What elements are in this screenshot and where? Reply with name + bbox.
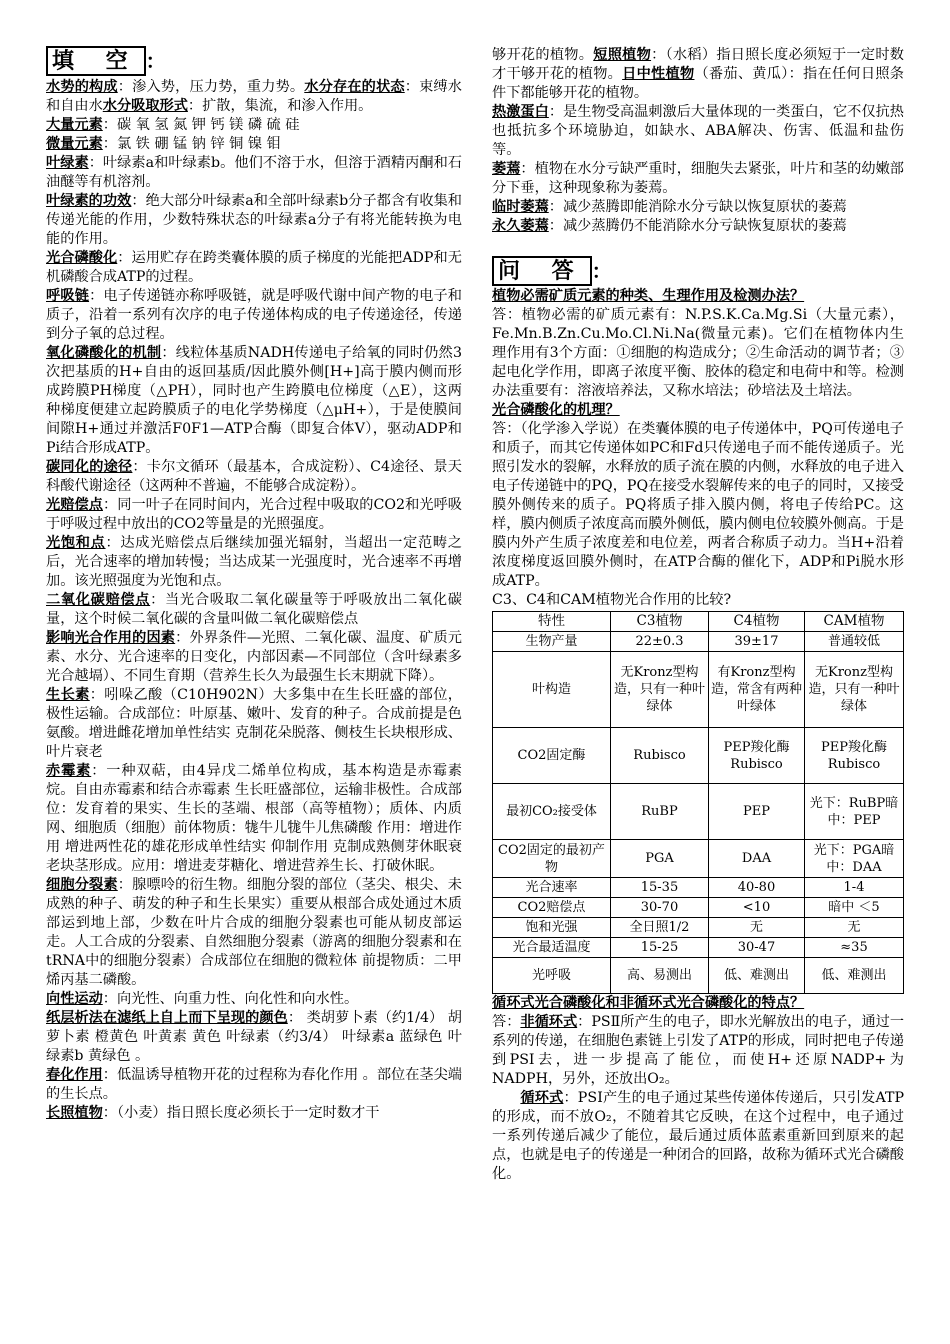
table-cell: 30-70 [611, 898, 709, 918]
entry-micro-elements: 微量元素：氯 铁 硼 锰 钠 锌 铜 镍 钼 [46, 136, 281, 152]
fill-in-colon: ： [145, 49, 166, 73]
table-cell: PEP羧化酶Rubisco [805, 728, 904, 784]
table-row-label: 饱和光强 [493, 918, 611, 938]
entry-temporary-wilting: 临时萎蔫：减少蒸腾即能消除水分亏缺以恢复原状的萎蔫 [492, 199, 847, 215]
entry-cytokinin: 细胞分裂素：腺嘌呤的衍生物。细胞分裂的部位（茎尖、根尖、未成熟的种子、萌发的种子和生长果实）重要从根部合成处通过木质部运到地上部，少数在叶片合成的细胞分裂素也可能从韧皮部运走。人工合成的分裂素、自然细胞分裂素（游离的细胞分裂素和在tRNA中的细胞分裂素）合成部位在细胞的微粒体 前提物质：二甲烯丙基二磷酸。 [46, 877, 462, 988]
entry-heat-shock-protein: 热激蛋白：是生物受高温刺激后大量体现的一类蛋白，它不仅抗热也抵抗多个环境胁迫，如缺水、ABA解决、伤害、低温和盐伤等。 [492, 104, 904, 158]
entry-macro-elements: 大量元素：碳 氧 氢 氮 钾 钙 镁 磷 硫 硅 [46, 117, 300, 133]
table-cell: 22±0.3 [611, 632, 709, 652]
table-row-label: 叶构造 [493, 652, 611, 728]
entry-vernalization: 春化作用：低温诱导植物开花的过程称为春化作用 。部位在茎尖端的生长点。 [46, 1067, 462, 1102]
table-row [493, 898, 904, 918]
table-cell: PGA [611, 840, 709, 878]
answer-noncyclic: 答：非循环式：PSⅡ所产生的电子，即水光解放出的电子，通过一系列的传递，在细胞色素链上引发了ATP的形成，同时把电子传递到PSI去，进一步提高了能位，而使H+还原NADP+为NADPH，另外，还放出O₂。 [492, 1014, 905, 1087]
entry-tropism: 向性运动：向光性、向重力性、向化性和向水性。 [46, 991, 359, 1007]
table-cell: 30-47 [709, 938, 805, 958]
table-row-label: 最初CO₂接受体 [493, 784, 611, 840]
entry-co2-compensation: 二氧化碳赔偿点：当光合吸取二氧化碳量等于呼吸放出二氧化碳量，这个时候二氧化碳的含量叫做二氧化碳赔偿点 [46, 592, 462, 627]
table-cell: 39±17 [709, 632, 805, 652]
table-row [493, 918, 904, 938]
table-row [493, 878, 904, 898]
table-cell: 高、易测出 [611, 958, 709, 994]
entry-long-day: 长照植物：（小麦）指日照长度必须长于一定时数才干 [46, 1105, 380, 1121]
table-row [493, 728, 904, 784]
answer-photophosphorylation: 答：（化学渗入学说）在类囊体膜的电子传递体中，PQ可传递电子和质子，而其它传递体如PC和Fd只传递电子而不能传递质子。光照引发水的裂解，水释放的质子流在膜的内侧，水释放的电子进入电子传递链中的PQ，PQ在接受水裂解传来的电子的同时，又接受膜外侧传来的质子。PQ将质子排入膜内侧，将电子传给PC。这样，膜内侧质子浓度高而膜外侧低，膜内侧电位较膜外侧高。于是膜内外产生质子浓度差和电位差，两者合称质子动力。当H+沿着浓度梯度返回膜外侧时，在ATP合酶的催化下，ADP和Pi脱水形成ATP。 [492, 421, 904, 589]
fill-in-heading [46, 46, 462, 76]
table-row [493, 958, 904, 994]
table-header-cell: 特性 [493, 612, 611, 632]
entry-photophosphorylation: 光合磷酸化：运用贮存在跨类囊体膜的质子梯度的光能把ADP和无机磷酸合成ATP的过程。 [46, 250, 462, 285]
qa-title: 问 答 [492, 256, 592, 286]
entry-oxidative-phosphorylation: 氧化磷酸化的机制：线粒体基质NADH传递电子给氧的同时仍然3次把基质的H+自由的返回基质/因此膜外侧[H+]高于膜内侧而形成跨膜PH梯度（△PH），同时也产生跨膜电位梯度（△E），这两种梯度便建立起跨膜质子的电化学势梯度（△μH+），于是使膜间间隙H+通过并激活F0F1—ATP合酶（即复合体Ⅴ），驱动ADP和Pi结合形成ATP。 [46, 345, 462, 456]
table-cell: PEP [709, 784, 805, 840]
table-cell: 40-80 [709, 878, 805, 898]
entry-respiratory-chain: 呼吸链：电子传递链亦称呼吸链，就是呼吸代谢中间产物的电子和质子，沿着一系列有次序的电子传递体构成的电子传递途径，传递到分子氧的总过程。 [46, 288, 462, 342]
table-cell: 15-25 [611, 938, 709, 958]
entry-permanent-wilting: 永久萎蔫：减少蒸腾仍不能消除水分亏缺恢复原状的萎蔫 [492, 218, 847, 234]
entry-long-day-continued: 够开花的植物。短照植物：（水稻）指日照长度必须短于一定时数才干够开花的植物。日中性植物（番茄、黄瓜）：指在任何日照条件下都能够开花的植物。 [492, 47, 904, 101]
qa-colon: ： [591, 259, 612, 283]
question-mineral-elements: 植物必需矿质元素的种类、生理作用及检测办法？ [492, 288, 805, 304]
table-cell: 无Kronz型构造，只有一种叶绿体 [805, 652, 904, 728]
qa-heading [492, 256, 904, 286]
table-row-label: 光合最适温度 [493, 938, 611, 958]
table-cell: 低、难测出 [805, 958, 904, 994]
table-cell: 无Kronz型构造，只有一种叶绿体 [611, 652, 709, 728]
table-header-cell: CAM植物 [805, 612, 904, 632]
right-column [492, 46, 904, 1184]
entry-photosynthesis-factors: 影响光合作用的因素：外界条件—光照、二氧化碳、温度、矿质元素、水分、光合速率的日变化，内部因素—不同部位（含叶绿素多光合越塥）、不同生育期（营养生长久为最强生长末期就下降）。 [46, 630, 462, 684]
table-cell: 光下：PGA暗中：DAA [805, 840, 904, 878]
entry-carbon-assimilation: 碳同化的途径：卡尔文循环（最基本，合成淀粉）、C4途径、景天科酸代谢途径（这两种不普遍，不能够合成淀粉）。 [46, 459, 462, 494]
table-cell: 普通较低 [805, 632, 904, 652]
table-cell: 光下：RuBP暗中：PEP [805, 784, 904, 840]
entry-light-compensation: 光赔偿点：同一叶子在同时间内，光合过程中吸取的CO2和光呼吸于呼吸过程中放出的CO2等量是的光照强度。 [46, 497, 462, 532]
left-column [46, 46, 462, 1123]
entry-chlorophyll-function: 叶绿素的功效：绝大部分叶绿素a和全部叶绿素b分子都含有收集和传递光能的作用，少数特殊状态的叶绿素a分子有将光能转换为电能的作用。 [46, 193, 462, 247]
entry-gibberellin: 赤霉素：一种双萜，由4异戊二烯单位构成，基本构造是赤霉素烷。自由赤霉素和结合赤霉素 生长旺盛部位，运输非极性。合成部位：发育着的果实、生长的茎端、根部（高等植物）；质体、内质网、细胞质（细胞）前体物质：牻牛儿牻牛儿焦磷酸 作用：增进作用 增进两性花的雄花形成单性结实 仰制作用 克制成熟侧芽休眠衰老块茎形成。应用：增进麦芽糖化、增进营养生长、打破休眠。 [46, 763, 462, 874]
table-cell: 无 [805, 918, 904, 938]
table-cell: RuBP [611, 784, 709, 840]
table-header-cell: C4植物 [709, 612, 805, 632]
table-row-label: CO2固定酶 [493, 728, 611, 784]
entry-wilting: 萎蔫：植物在水分亏缺严重时，细胞失去紧张，叶片和茎的幼嫩部分下垂，这种现象称为萎蔫。 [492, 161, 904, 196]
spacer [492, 236, 904, 256]
question-photophosphorylation: 光合磷酸化的机理？ [492, 402, 620, 418]
entry-chlorophyll: 叶绿素：叶绿素a和叶绿素b。他们不溶于水，但溶于酒精丙酮和石油醚等有机溶剂。 [46, 155, 462, 190]
table-cell: 全日照1/2 [611, 918, 709, 938]
entry-auxin: 生长素：吲哚乙酸（C10H902N）大多集中在生长旺盛的部位，极性运输。合成部位：叶原基、嫩叶、发育的种子。合成前提是色氨酸。增进雌花增加单性结实 克制花朵脱落、侧枝生长块根形成、叶片衰老 [46, 687, 462, 760]
table-cell: 15-35 [611, 878, 709, 898]
table-cell: PEP羧化酶Rubisco [709, 728, 805, 784]
answer-mineral-elements: 答：植物必需的矿质元素有：N.P.S.K.Ca.Mg.Si（大量元素），Fe.Mn.B.Zn.Cu.Mo.Cl.Ni.Na(微量元素)。它们在植物体内生理作用有3个方面：①细胞的构造成分；②生命活动的调节者；③起电化学作用，即离子浓度平衡、胶体的稳定和电荷中和等。检测办法重要有：溶液培养法，又称水培法；砂培法及土培法。 [492, 307, 904, 399]
answer-cyclic: 循环式：PSⅠ产生的电子通过某些传递体传递后，只引发ATP的形成，而不放O₂，不随着其它反映，在这个过程中，电子通过一系列传递后减少了能位，最后通过质体蓝素重新回到原来的起点，也就是电子的传递是一种闭合的回路，故称为循环式光合磷酸化。 [492, 1090, 904, 1182]
table-header-row [493, 612, 904, 632]
comparison-table [492, 611, 904, 994]
table-caption: C3、C4和CAM植物光合作用的比较? [492, 592, 732, 608]
table-row-label: 光呼吸 [493, 958, 611, 994]
table-row-label: CO2赔偿点 [493, 898, 611, 918]
table-row-label: CO2固定的最初产物 [493, 840, 611, 878]
question-cyclic-photophosphorylation: 循环式光合磷酸化和非循环式光合磷酸化的特点？ [492, 995, 805, 1011]
table-row [493, 652, 904, 728]
table-cell: 1-4 [805, 878, 904, 898]
table-row-label: 光合速率 [493, 878, 611, 898]
table-cell: 有Kronz型构造，常含有两种叶绿体 [709, 652, 805, 728]
fill-in-title: 填 空 [46, 46, 146, 76]
table-cell: Rubisco [611, 728, 709, 784]
entry-paper-chromatography: 纸层析法在滤纸上自上而下呈现的颜色： 类胡萝卜素（约1/4） 胡萝卜素 橙黄色 叶黄素 黄色 叶绿素（约3/4） 叶绿素a 蓝绿色 叶绿素b 黄绿色 。 [46, 1010, 462, 1064]
table-cell: 低、难测出 [709, 958, 805, 994]
entry-light-saturation: 光饱和点：达成光赔偿点后继续加强光辐射，当超出一定范畴之后，光合速率的增加转慢；当达成某一光强度时，光合速率不再增加。该光照强度为光饱和点。 [46, 535, 462, 589]
table-cell: DAA [709, 840, 805, 878]
table-cell: 暗中 ＜5 [805, 898, 904, 918]
table-header-cell: C3植物 [611, 612, 709, 632]
table-row [493, 938, 904, 958]
table-row [493, 784, 904, 840]
table-cell: 无 [709, 918, 805, 938]
table-cell: ≈35 [805, 938, 904, 958]
entry-water-potential: 水势的构成：渗入势，压力势，重力势。水分存在的状态：束缚水和自由水水分吸取形式：扩散，集流，和渗入作用。 [46, 79, 462, 114]
table-row-label: 生物产量 [493, 632, 611, 652]
table-row [493, 632, 904, 652]
table-cell: <10 [709, 898, 805, 918]
table-row [493, 840, 904, 878]
